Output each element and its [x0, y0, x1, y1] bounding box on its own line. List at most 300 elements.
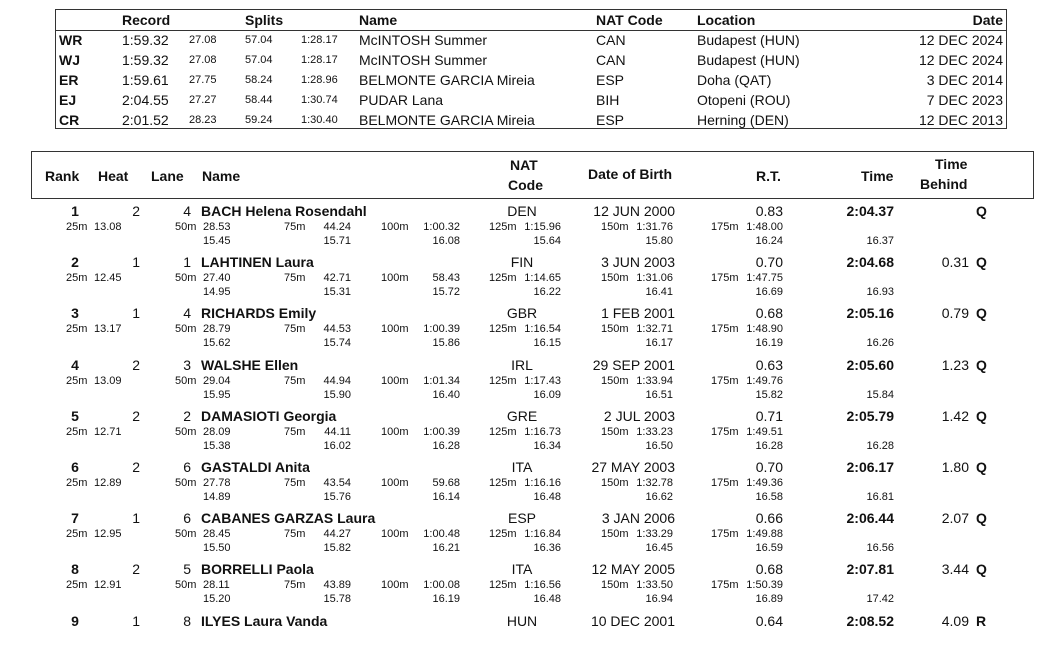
header-heat: Heat — [98, 168, 129, 184]
split-50m: 28.53 — [203, 221, 231, 233]
record-split-150: 1:28.17 — [301, 54, 338, 66]
reaction-time: 0.71 — [755, 408, 783, 424]
swimmer-name: WALSHE Ellen — [201, 357, 299, 373]
final-time: 2:04.68 — [846, 254, 894, 270]
swimmer-name: GASTALDI Anita — [201, 459, 310, 475]
header-name: Name — [359, 12, 398, 28]
split-50m: 29.04 — [203, 375, 231, 387]
lap-50m: 15.95 — [203, 389, 231, 401]
lap-150m: 15.80 — [645, 235, 673, 247]
record-holder-name: McINTOSH Summer — [359, 52, 488, 68]
split-label-175m: 175m — [711, 323, 739, 335]
lap-150m: 16.41 — [645, 286, 673, 298]
lap-200m: 16.81 — [866, 491, 894, 503]
lap-200m: 16.56 — [866, 542, 894, 554]
result-row — [0, 558, 1062, 609]
record-date: 12 DEC 2024 — [918, 52, 1003, 68]
heat: 1 — [132, 305, 140, 321]
lane: 4 — [183, 203, 191, 219]
header-name: Name — [202, 168, 241, 184]
split-175m: 1:49.36 — [746, 477, 783, 489]
nat-code: GRE — [506, 408, 538, 424]
split-100m: 1:00.48 — [423, 528, 460, 540]
final-time: 2:05.16 — [846, 305, 894, 321]
lap-125m: 16.09 — [533, 389, 561, 401]
split-75m: 44.11 — [324, 426, 351, 438]
reaction-time: 0.68 — [755, 561, 783, 577]
split-label-125m: 125m — [489, 323, 517, 335]
split-label-25m: 25m — [66, 221, 88, 233]
record-split-100: 58.44 — [245, 94, 273, 106]
lap-125m: 15.64 — [533, 235, 561, 247]
time-behind: 3.44 — [941, 561, 969, 577]
split-150m: 1:33.23 — [636, 426, 673, 438]
record-split-50: 28.23 — [189, 114, 217, 126]
time-behind: 0.79 — [941, 305, 969, 321]
split-label-175m: 175m — [711, 426, 739, 438]
lap-150m: 16.45 — [645, 542, 673, 554]
nat-code: GBR — [506, 305, 538, 321]
date-of-birth: 29 SEP 2001 — [592, 357, 675, 373]
record-split-150: 1:28.17 — [301, 34, 338, 46]
reaction-time: 0.63 — [755, 357, 783, 373]
split-75m: 44.24 — [323, 221, 351, 233]
qualification-mark: Q — [976, 203, 987, 219]
result-row — [0, 405, 1062, 456]
time-behind: 0.31 — [941, 254, 969, 270]
result-row — [0, 302, 1062, 353]
split-label-125m: 125m — [489, 528, 517, 540]
swimmer-name: BORRELLI Paola — [201, 561, 314, 577]
split-75m: 44.53 — [323, 323, 351, 335]
date-of-birth: 2 JUL 2003 — [603, 408, 675, 424]
lap-50m: 15.62 — [203, 337, 231, 349]
qualification-mark: Q — [976, 561, 987, 577]
split-25m: 13.09 — [94, 375, 122, 387]
record-split-100: 58.24 — [245, 74, 273, 86]
split-label-175m: 175m — [711, 528, 739, 540]
split-label-125m: 125m — [489, 272, 517, 284]
result-row — [0, 456, 1062, 507]
lap-150m: 16.94 — [645, 593, 673, 605]
time-behind: 1.42 — [941, 408, 969, 424]
lane: 8 — [183, 613, 191, 629]
lane: 1 — [183, 254, 191, 270]
lap-100m: 15.86 — [432, 337, 460, 349]
split-label-150m: 150m — [601, 579, 629, 591]
split-175m: 1:50.39 — [746, 579, 783, 591]
record-holder-name: PUDAR Lana — [359, 92, 444, 108]
reaction-time: 0.66 — [755, 510, 783, 526]
split-150m: 1:33.50 — [636, 579, 673, 591]
lap-50m: 15.45 — [203, 235, 231, 247]
split-label-50m: 50m — [175, 426, 197, 438]
qualification-mark: Q — [976, 305, 987, 321]
results-header — [31, 151, 1034, 199]
rank: 6 — [71, 459, 79, 475]
record-nat-code: ESP — [596, 112, 625, 128]
swimmer-name: BACH Helena Rosendahl — [201, 203, 367, 219]
record-location: Budapest (HUN) — [697, 32, 800, 48]
record-date: 3 DEC 2014 — [926, 72, 1003, 88]
split-label-100m: 100m — [381, 272, 409, 284]
split-50m: 27.78 — [203, 477, 231, 489]
split-label-100m: 100m — [381, 426, 409, 438]
split-25m: 12.91 — [94, 579, 122, 591]
record-split-50: 27.08 — [189, 34, 217, 46]
split-125m: 1:14.65 — [524, 272, 561, 284]
lap-125m: 16.34 — [533, 440, 561, 452]
split-label-100m: 100m — [381, 528, 409, 540]
final-time: 2:05.79 — [846, 408, 894, 424]
reaction-time: 0.70 — [755, 254, 783, 270]
record-split-50: 27.27 — [189, 94, 217, 106]
header-reaction-time: R.T. — [756, 168, 781, 184]
split-label-150m: 150m — [601, 221, 629, 233]
split-label-25m: 25m — [66, 426, 88, 438]
qualification-mark: Q — [976, 510, 987, 526]
record-split-150: 1:30.74 — [301, 94, 338, 106]
lap-175m: 16.58 — [755, 491, 783, 503]
time-behind: 1.23 — [941, 357, 969, 373]
result-row — [0, 200, 1062, 251]
header-time-behind-2: Behind — [920, 176, 968, 192]
split-label-75m: 75m — [284, 426, 306, 438]
split-label-150m: 150m — [601, 477, 629, 489]
record-location: Budapest (HUN) — [697, 52, 800, 68]
header-time: Time — [861, 168, 894, 184]
split-100m: 1:00.08 — [423, 579, 460, 591]
lap-50m: 15.20 — [203, 593, 231, 605]
record-split-100: 59.24 — [245, 114, 273, 126]
split-label-125m: 125m — [489, 477, 517, 489]
date-of-birth: 12 JUN 2000 — [593, 203, 675, 219]
split-175m: 1:49.88 — [746, 528, 783, 540]
nat-code: HUN — [506, 613, 538, 629]
record-row — [56, 30, 1006, 50]
split-100m: 58.43 — [432, 272, 460, 284]
split-150m: 1:32.78 — [636, 477, 673, 489]
split-125m: 1:15.96 — [524, 221, 561, 233]
record-row — [56, 110, 1006, 130]
final-time: 2:06.44 — [846, 510, 894, 526]
result-row — [0, 507, 1062, 558]
split-label-100m: 100m — [381, 221, 409, 233]
header-splits: Splits — [245, 12, 284, 28]
lap-175m: 16.28 — [755, 440, 783, 452]
qualification-mark: Q — [976, 408, 987, 424]
split-label-25m: 25m — [66, 477, 88, 489]
split-label-50m: 50m — [175, 375, 197, 387]
split-150m: 1:33.29 — [636, 528, 673, 540]
result-row — [0, 251, 1062, 302]
final-time: 2:05.60 — [846, 357, 894, 373]
rank: 4 — [71, 357, 79, 373]
lap-75m: 16.02 — [323, 440, 351, 452]
record-holder-name: BELMONTE GARCIA Mireia — [359, 112, 535, 128]
split-150m: 1:31.76 — [636, 221, 673, 233]
split-75m: 44.94 — [323, 375, 351, 387]
nat-code: DEN — [507, 203, 537, 219]
heat: 1 — [132, 254, 140, 270]
lap-125m: 16.48 — [533, 491, 561, 503]
split-75m: 42.71 — [323, 272, 351, 284]
lap-125m: 16.48 — [533, 593, 561, 605]
lap-50m: 15.38 — [203, 440, 231, 452]
split-100m: 1:00.32 — [423, 221, 460, 233]
split-175m: 1:47.75 — [746, 272, 783, 284]
qualification-mark: Q — [976, 357, 987, 373]
header-nat: NAT — [510, 157, 538, 173]
lap-100m: 16.21 — [432, 542, 460, 554]
reaction-time: 0.68 — [755, 305, 783, 321]
record-nat-code: CAN — [596, 32, 626, 48]
split-label-100m: 100m — [381, 375, 409, 387]
record-time: 2:01.52 — [122, 112, 169, 128]
split-label-100m: 100m — [381, 477, 409, 489]
record-code: ER — [59, 72, 79, 88]
split-150m: 1:33.94 — [636, 375, 673, 387]
split-label-50m: 50m — [175, 528, 197, 540]
split-75m: 44.27 — [323, 528, 351, 540]
lap-200m: 16.28 — [866, 440, 894, 452]
split-label-75m: 75m — [284, 323, 306, 335]
split-label-75m: 75m — [284, 221, 306, 233]
lane: 6 — [183, 510, 191, 526]
split-25m: 12.95 — [94, 528, 122, 540]
split-label-175m: 175m — [711, 375, 739, 387]
split-25m: 13.08 — [94, 221, 122, 233]
rank: 5 — [71, 408, 79, 424]
record-location: Doha (QAT) — [697, 72, 772, 88]
lap-75m: 15.74 — [323, 337, 351, 349]
lap-100m: 16.40 — [432, 389, 460, 401]
header-lane: Lane — [151, 168, 184, 184]
result-row — [0, 354, 1062, 405]
qualification-mark: R — [976, 613, 987, 629]
heat: 2 — [132, 357, 140, 373]
rank: 2 — [71, 254, 79, 270]
split-label-150m: 150m — [601, 323, 629, 335]
record-location: Herning (DEN) — [697, 112, 789, 128]
split-label-25m: 25m — [66, 272, 88, 284]
record-code: WR — [59, 32, 83, 48]
record-location: Otopeni (ROU) — [697, 92, 791, 108]
record-split-100: 57.04 — [245, 34, 273, 46]
time-behind: 4.09 — [941, 613, 969, 629]
date-of-birth: 1 FEB 2001 — [601, 305, 675, 321]
split-label-150m: 150m — [601, 426, 629, 438]
lap-125m: 16.22 — [533, 286, 561, 298]
split-label-50m: 50m — [175, 272, 197, 284]
split-125m: 1:16.56 — [524, 579, 561, 591]
lap-200m: 17.42 — [866, 593, 894, 605]
nat-code: ESP — [507, 510, 536, 526]
lap-75m: 15.82 — [323, 542, 351, 554]
lane: 4 — [183, 305, 191, 321]
split-150m: 1:32.71 — [636, 323, 673, 335]
lap-100m: 16.28 — [432, 440, 460, 452]
lap-100m: 15.72 — [432, 286, 460, 298]
split-label-100m: 100m — [381, 323, 409, 335]
split-label-25m: 25m — [66, 579, 88, 591]
split-label-50m: 50m — [175, 477, 197, 489]
record-holder-name: McINTOSH Summer — [359, 32, 488, 48]
header-date: Date — [972, 12, 1003, 28]
record-row — [56, 70, 1006, 90]
lap-75m: 15.90 — [323, 389, 351, 401]
heat: 2 — [132, 561, 140, 577]
lap-200m: 16.37 — [866, 235, 894, 247]
split-50m: 28.45 — [203, 528, 231, 540]
split-100m: 59.68 — [432, 477, 460, 489]
split-25m: 12.71 — [94, 426, 122, 438]
rank: 9 — [71, 613, 79, 629]
lap-75m: 15.31 — [323, 286, 351, 298]
split-50m: 28.09 — [203, 426, 231, 438]
split-label-75m: 75m — [284, 477, 306, 489]
record-split-100: 57.04 — [245, 54, 273, 66]
record-date: 7 DEC 2023 — [926, 92, 1003, 108]
reaction-time: 0.64 — [755, 613, 783, 629]
nat-code: FIN — [510, 254, 534, 270]
split-label-100m: 100m — [381, 579, 409, 591]
split-25m: 13.17 — [94, 323, 122, 335]
rank: 8 — [71, 561, 79, 577]
lap-175m: 16.24 — [755, 235, 783, 247]
reaction-time: 0.70 — [755, 459, 783, 475]
swimmer-name: DAMASIOTI Georgia — [201, 408, 337, 424]
qualification-mark: Q — [976, 254, 987, 270]
swimmer-name: CABANES GARZAS Laura — [201, 510, 376, 526]
record-code: WJ — [59, 52, 80, 68]
split-label-25m: 25m — [66, 323, 88, 335]
lap-100m: 16.19 — [432, 593, 460, 605]
lap-200m: 16.93 — [866, 286, 894, 298]
record-split-150: 1:28.96 — [301, 74, 338, 86]
rank: 1 — [71, 203, 79, 219]
record-time: 1:59.61 — [122, 72, 169, 88]
lap-200m: 16.26 — [866, 337, 894, 349]
lane: 6 — [183, 459, 191, 475]
time-behind: 2.07 — [941, 510, 969, 526]
record-holder-name: BELMONTE GARCIA Mireia — [359, 72, 535, 88]
record-row — [56, 90, 1006, 110]
lap-100m: 16.14 — [432, 491, 460, 503]
final-time: 2:07.81 — [846, 561, 894, 577]
lap-175m: 16.89 — [755, 593, 783, 605]
rank: 3 — [71, 305, 79, 321]
split-label-75m: 75m — [284, 375, 306, 387]
lap-50m: 14.89 — [203, 491, 231, 503]
split-25m: 12.45 — [94, 272, 122, 284]
split-label-150m: 150m — [601, 272, 629, 284]
heat: 1 — [132, 613, 140, 629]
record-date: 12 DEC 2013 — [918, 112, 1003, 128]
time-behind: 1.80 — [941, 459, 969, 475]
nat-code: IRL — [511, 357, 533, 373]
split-50m: 27.40 — [203, 272, 231, 284]
split-label-150m: 150m — [601, 528, 629, 540]
split-label-125m: 125m — [489, 426, 517, 438]
split-label-25m: 25m — [66, 528, 88, 540]
split-label-175m: 175m — [711, 477, 739, 489]
date-of-birth: 10 DEC 2001 — [590, 613, 675, 629]
lap-150m: 16.62 — [645, 491, 673, 503]
header-date-of-birth: Date of Birth — [588, 166, 672, 182]
lap-200m: 15.84 — [866, 389, 894, 401]
record-time: 2:04.55 — [122, 92, 169, 108]
swimmer-name: ILYES Laura Vanda — [201, 613, 328, 629]
record-code: EJ — [59, 92, 77, 108]
record-row — [56, 50, 1006, 70]
split-label-125m: 125m — [489, 579, 517, 591]
swimmer-name: LAHTINEN Laura — [201, 254, 314, 270]
split-label-125m: 125m — [489, 221, 517, 233]
split-175m: 1:48.90 — [746, 323, 783, 335]
rank: 7 — [71, 510, 79, 526]
header-nat-code: NAT Code — [596, 12, 663, 28]
record-time: 1:59.32 — [122, 52, 169, 68]
lap-75m: 15.71 — [323, 235, 351, 247]
lap-175m: 16.69 — [755, 286, 783, 298]
split-label-75m: 75m — [284, 272, 306, 284]
heat: 2 — [132, 408, 140, 424]
record-nat-code: BIH — [596, 92, 620, 108]
split-75m: 43.54 — [323, 477, 351, 489]
split-label-50m: 50m — [175, 323, 197, 335]
split-label-75m: 75m — [284, 528, 306, 540]
lane: 2 — [183, 408, 191, 424]
record-split-50: 27.75 — [189, 74, 217, 86]
date-of-birth: 12 MAY 2005 — [591, 561, 675, 577]
header-location: Location — [697, 12, 756, 28]
split-125m: 1:16.84 — [524, 528, 561, 540]
header-rank: Rank — [45, 168, 80, 184]
split-125m: 1:16.16 — [524, 477, 561, 489]
heat: 2 — [132, 459, 140, 475]
date-of-birth: 3 JAN 2006 — [601, 510, 675, 526]
date-of-birth: 3 JUN 2003 — [601, 254, 675, 270]
lap-175m: 15.82 — [755, 389, 783, 401]
split-label-175m: 175m — [711, 272, 739, 284]
record-date: 12 DEC 2024 — [918, 32, 1003, 48]
lap-100m: 16.08 — [432, 235, 460, 247]
header-record: Record — [122, 12, 171, 28]
qualification-mark: Q — [976, 459, 987, 475]
split-100m: 1:00.39 — [423, 426, 460, 438]
heat: 2 — [132, 203, 140, 219]
header-nat-code: Code — [508, 177, 543, 193]
records-header — [56, 10, 1006, 30]
reaction-time: 0.83 — [755, 203, 783, 219]
split-label-175m: 175m — [711, 579, 739, 591]
split-75m: 43.89 — [323, 579, 351, 591]
split-label-125m: 125m — [489, 375, 517, 387]
split-100m: 1:00.39 — [423, 323, 460, 335]
split-label-50m: 50m — [175, 579, 197, 591]
record-split-50: 27.08 — [189, 54, 217, 66]
split-150m: 1:31.06 — [636, 272, 673, 284]
record-nat-code: ESP — [596, 72, 625, 88]
heat: 1 — [132, 510, 140, 526]
lane: 5 — [183, 561, 191, 577]
split-label-175m: 175m — [711, 221, 739, 233]
record-time: 1:59.32 — [122, 32, 169, 48]
lap-175m: 16.19 — [755, 337, 783, 349]
split-label-150m: 150m — [601, 375, 629, 387]
split-175m: 1:49.51 — [746, 426, 783, 438]
